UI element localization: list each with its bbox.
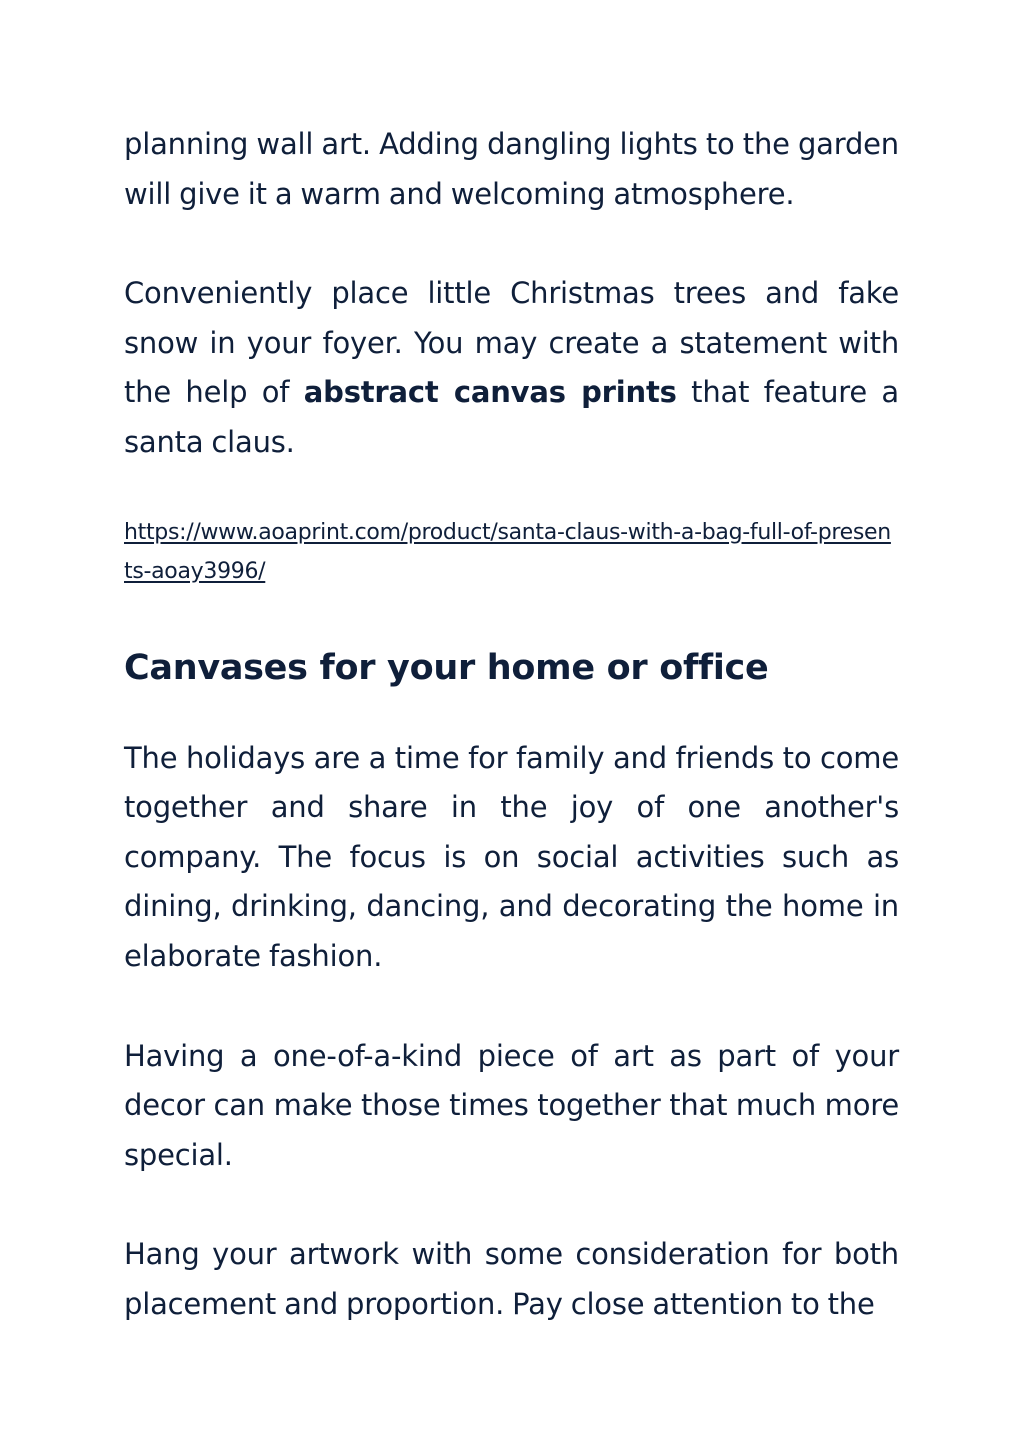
product-link[interactable]: https://www.aoaprint.com/product/santa-claus-with-a-bag-full-of-presents-aoay3996/ [124,519,891,584]
paragraph-holidays: The holidays are a time for family and friends to come together and share in the joy of one another's company. The focus is on social activities such as dining, drinking, dancing, and decorating the home in elaborate fashion. [124,740,899,973]
paragraph-garden-lights: planning wall art. Adding dangling lights to the garden will give it a warm and welcoming atmosphere. [124,127,899,211]
paragraph-foyer-decor [124,269,899,467]
bold-abstract-canvas-prints: abstract canvas prints [303,375,677,410]
paragraph-hang-artwork: Hang your artwork with some consideration for both placement and proportion. Pay close attention to the [124,1237,899,1321]
paragraph-foyer-text-start: Conveniently place little Christmas trees and fake snow in your foyer. You may create a statement with the help of [124,276,899,410]
paragraph-foyer-text-end: that feature a santa claus. [124,375,899,459]
section-heading: Canvases for your home or office [124,647,769,688]
document-page [124,120,899,1330]
paragraph-one-of-a-kind-art: Having a one-of-a-kind piece of art as part of your decor can make those times together that much more special. [124,1038,899,1172]
link-container [124,513,899,591]
